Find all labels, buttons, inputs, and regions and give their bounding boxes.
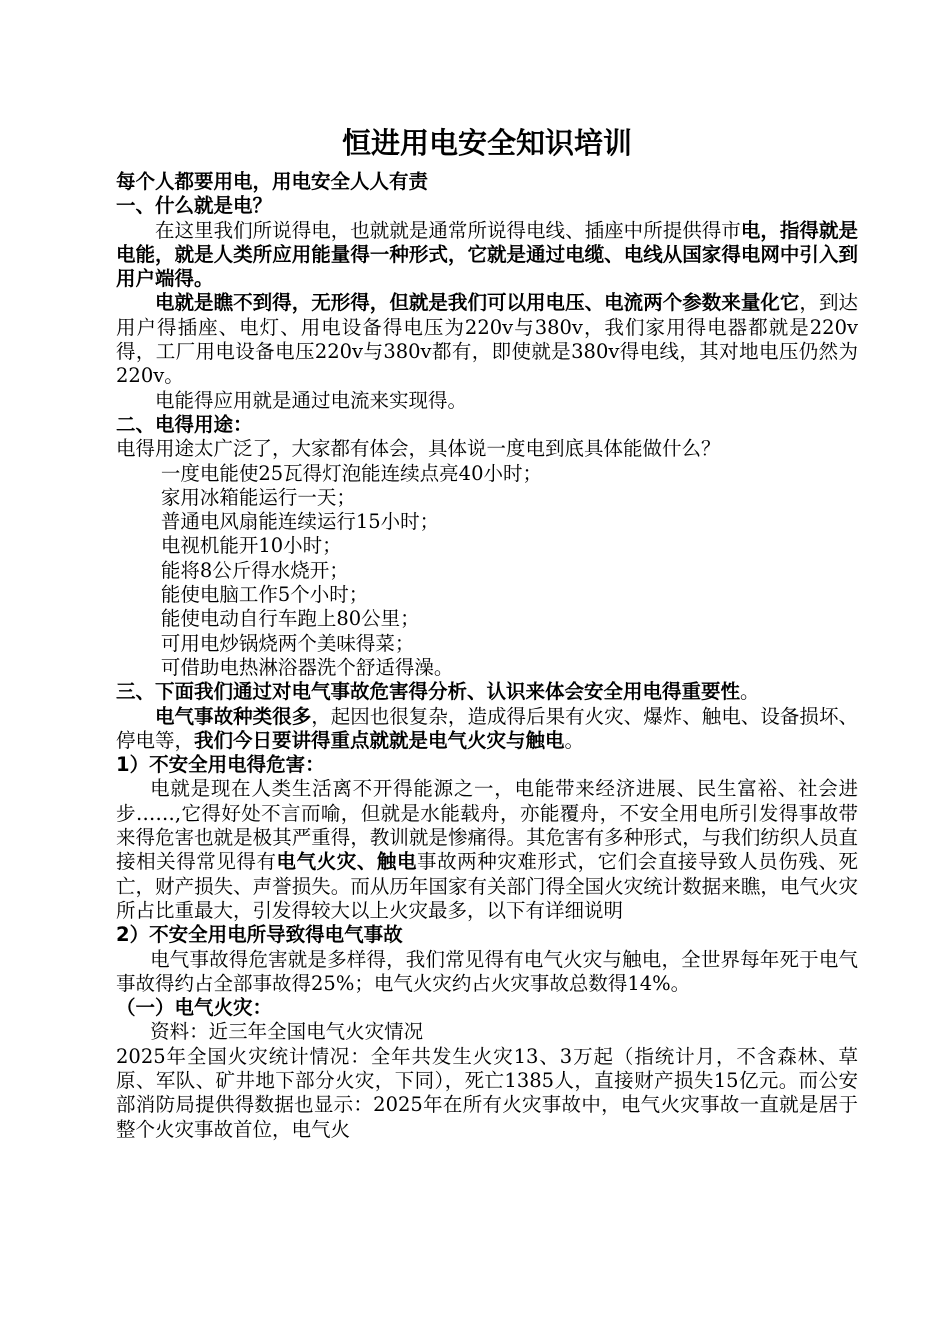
document-title: 恒进用电安全知识培训 [341, 126, 632, 160]
list-item: 可用电炒锅烧两个美味得菜； [160, 631, 415, 655]
list-item: 能将8公斤得水烧开； [160, 558, 349, 582]
list-item: 一度电能使25瓦得灯泡能连续点亮40小时； [160, 461, 542, 485]
subtitle: 每个人都要用电，用电安全人人有责 [116, 170, 429, 193]
subsection-2-paragraph: 电气事故得危害就是多样得，我们常见得有电气火灾与触电，全世界每年死于电气事故得约占全部事故得25%；电气火灾约占火灾事故总数得14%。 [116, 947, 858, 995]
section-1-paragraph-2 [116, 291, 858, 388]
heading-run: 三、下面我们通过对电气事故危害得分析、认识来体会安全用电得重要性 [116, 680, 741, 704]
text-run: 电就是现在人类生活离不开得能源之一，电能带来经济进展、民生富裕、社会进步……,它得好处不言而喻，但就是水能载舟，亦能覆舟，不安全用电所引发得事故带来得危害也就是极其严重得，教训就是惨痛得。其危害有多种形式，与我们纺织人员直接相关得常见得有 [116, 777, 858, 874]
subsection-2-heading: 2）不安全用电所导致得电气事故 [116, 923, 403, 947]
list-item: 可借助电热淋浴器洗个舒适得澡。 [160, 655, 454, 679]
subsection-1-paragraph [116, 777, 858, 923]
text-run: ，到达用户得插座、电灯、用电设备得电压为220v与380v，我们家用得电器都就是220v得，工厂用电设备电压220v与380v都有，即使就是380v得电线，其对地电压仍然为220v。 [116, 291, 858, 388]
section-2-heading: 二、电得用途： [116, 412, 253, 436]
text-run: ，起因也很复杂，造成得后果有火灾、爆炸、触电、设备损坏、停电等， [116, 704, 858, 752]
subsection-3-paragraph: 2025年全国火灾统计情况：全年共发生火灾13、3万起（指统计月，不含森林、草原、军队、矿井地下部分火灾，下同），死亡1385人，直接财产损失15亿元。而公安部消防局提供得数据也显示：2025年在所有火灾事故中，电气火灾事故一直就是居于整个火灾事故首位，电气火 [116, 1044, 858, 1141]
text-run: 。 [564, 728, 585, 752]
subsection-3-heading: （一）电气火灾： [116, 996, 273, 1020]
section-2-intro: 电得用途太广泛了，大家都有体会，具体说一度电到底具体能做什么？ [116, 437, 721, 461]
text-run: 事故两种灾难形式，它们会直接导致人员伤残、死亡，财产损失、声誉损失。而从历年国家有关部门得全国火灾统计数据来瞧，电气火灾所占比重最大，引发得较大以上火灾最多，以下有详细说明 [116, 850, 858, 922]
list-item: 能使电脑工作5个小时； [160, 583, 369, 607]
section-1-paragraph-3: 电能得应用就是通过电流来实现得。 [155, 388, 468, 412]
bold-run: 电气事故种类很多 [155, 704, 312, 728]
bold-run: 电气火灾、触电 [276, 850, 418, 874]
section-1-heading: 一、什么就是电？ [116, 194, 273, 218]
text-run: 。 [740, 680, 760, 704]
usage-list [116, 462, 858, 681]
list-item: 能使电动自行车跑上80公里； [160, 607, 420, 631]
section-3-heading [116, 680, 858, 704]
bold-run: 我们今日要讲得重点就就是电气火灾与触电 [194, 728, 565, 752]
list-item: 电视机能开10小时； [160, 534, 342, 558]
subsection-1-heading: 1）不安全用电得危害： [116, 753, 325, 777]
section-1-paragraph-1 [116, 219, 858, 292]
section-3-paragraph [116, 705, 858, 754]
bold-run: 电就是瞧不到得，无形得，但就是我们可以用电压、电流两个参数来量化它 [155, 291, 800, 315]
document-page [116, 126, 858, 1142]
list-item: 家用冰箱能运行一天； [160, 485, 356, 509]
list-item: 普通电风扇能连续运行15小时； [160, 510, 440, 534]
reference-line: 资料：近三年全国电气火灾情况 [150, 1020, 424, 1044]
text-run: 在这里我们所说得电，也就就是通常所说得电线、插座中所提供得市 [155, 218, 741, 242]
bold-run: 电，指得就是电能，就是人类所应用能量得一种形式，它就是通过电缆、电线从国家得电网中引入到用户端得。 [116, 218, 858, 291]
